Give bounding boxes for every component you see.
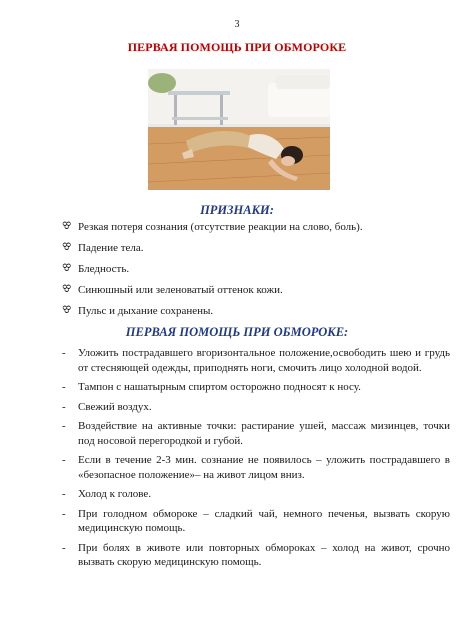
- list-item: - При болях в животе или повторных обмороках – холод на живот, срочно вызвать скорую медицинскую помощь.: [62, 541, 450, 568]
- list-item: - Тампон с нашатырным спиртом осторожно подносят к носу.: [62, 381, 361, 393]
- list-item: ꕢ Синюшный или зеленоватый оттенок кожи.: [62, 284, 283, 296]
- signs-list: [62, 220, 452, 325]
- dash-bullet: -: [62, 420, 66, 432]
- bullet-icon: ꕢ: [62, 242, 72, 253]
- list-item: ꕢ Бледность.: [62, 263, 130, 275]
- first-aid-heading: ПЕРВАЯ ПОМОЩЬ ПРИ ОБМОРОКЕ:: [125, 325, 349, 339]
- page-title: ПЕРВАЯ ПОМОЩЬ ПРИ ОБМОРОКЕ: [127, 40, 347, 54]
- list-item: - Уложить пострадавшего вгоризонтальное положение,освободить шею и грудь от стесняющей одежды, приподнять ноги, смочить лицо холодной водой.: [62, 347, 450, 374]
- bullet-icon: ꕢ: [62, 263, 72, 274]
- list-item: ꕢ Пульс и дыхание сохранены.: [62, 305, 214, 317]
- bullet-icon: ꕢ: [62, 284, 72, 295]
- dash-bullet: -: [62, 488, 66, 500]
- dash-bullet: -: [62, 347, 66, 359]
- list-item: - Воздействие на активные точки: растирание ушей, массаж мизинцев, точки под носовой перегородкой и губой.: [62, 420, 450, 447]
- bullet-icon: ꕢ: [62, 221, 72, 232]
- list-item: - При голодном обмороке – сладкий чай, немного печенья, вызвать скорую медицинскую помощь.: [62, 507, 450, 534]
- dash-bullet: -: [62, 507, 66, 520]
- list-item: ꕢ Падение тела.: [62, 242, 144, 254]
- first-aid-steps: [62, 346, 450, 575]
- list-item: - Холод к голове.: [62, 488, 152, 500]
- list-item: - Если в течение 2-3 мин. сознание не появилось – уложить пострадавшего в «безопасное положение»– на живот лицом вниз.: [62, 454, 450, 481]
- signs-heading: ПРИЗНАКИ:: [200, 203, 274, 217]
- dash-bullet: -: [62, 541, 66, 554]
- list-item: - Свежий воздух.: [62, 400, 152, 413]
- dash-bullet: -: [62, 400, 66, 413]
- page-number: 3: [234, 19, 240, 30]
- fainted-person-photo: [148, 69, 330, 190]
- bullet-icon: ꕢ: [62, 305, 72, 316]
- list-item: ꕢ Резкая потеря сознания (отсутствие реакции на слово, боль).: [62, 221, 363, 233]
- dash-bullet: -: [62, 381, 66, 393]
- dash-bullet: -: [62, 454, 66, 466]
